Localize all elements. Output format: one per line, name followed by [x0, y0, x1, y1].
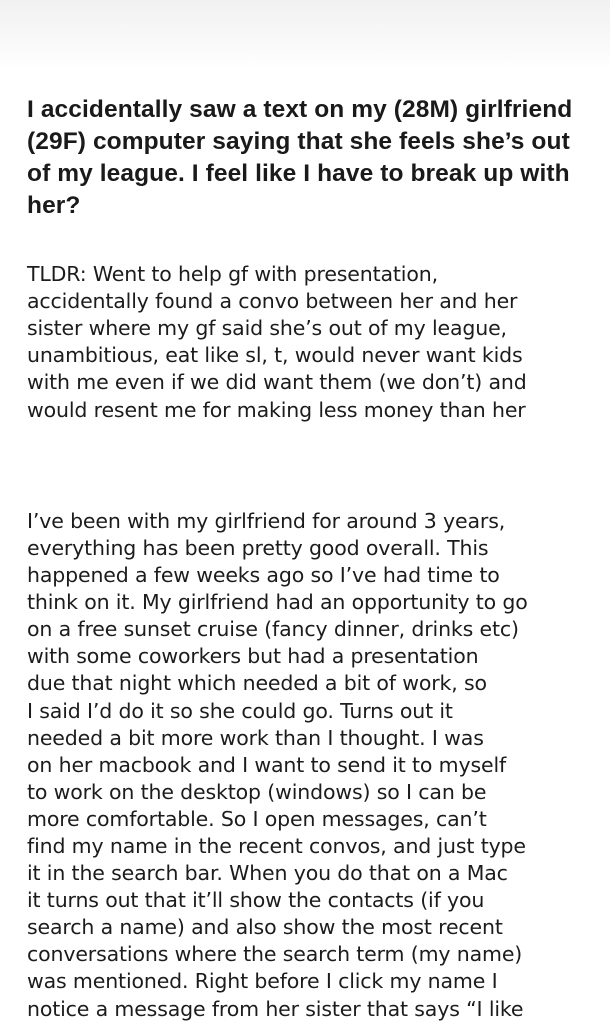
paragraph-gap [27, 451, 597, 481]
post-content [27, 94, 597, 1024]
story-paragraph: I’ve been with my girlfriend for around 3 years, everything has been pretty good overall. This happened a few weeks ago so I’ve had time to think on it. My girlfriend had an opportunity to go on a free sunset cruise (fancy dinner, drinks etc) with some coworkers but had a presentation due that night which needed a bit of work, so I said I’d do it so she could go. Turns out it needed a bit more work than I thought. I was on her macbook and I want to send it to myself to work on the desktop (windows) so I can be more comfortable. So I open messages, can’t find my name in the recent convos, and just type it in the search bar. When you do that on a Mac it turns out that it’ll show the contacts (if you search a name) and also show the most recent conversations where the search term (my name) was mentioned. Right before I click my name I notice a message from her sister that says “I like [27, 508, 528, 1021]
post-title: I accidentally saw a text on my (28M) girlfriend (29F) computer saying that she feels she’s out of my league. I feel like I have to break up with her? [27, 96, 573, 219]
top-fade [0, 0, 610, 70]
tldr-paragraph: TLDR: Went to help gf with presentation, accidentally found a convo between her and her sister where my gf said she’s out of my league, unambitious, eat like sl, t, would never want kids with me even if we did want them (we don’t) and would resent me for making less money than her [27, 262, 527, 422]
post-body [27, 234, 597, 1024]
